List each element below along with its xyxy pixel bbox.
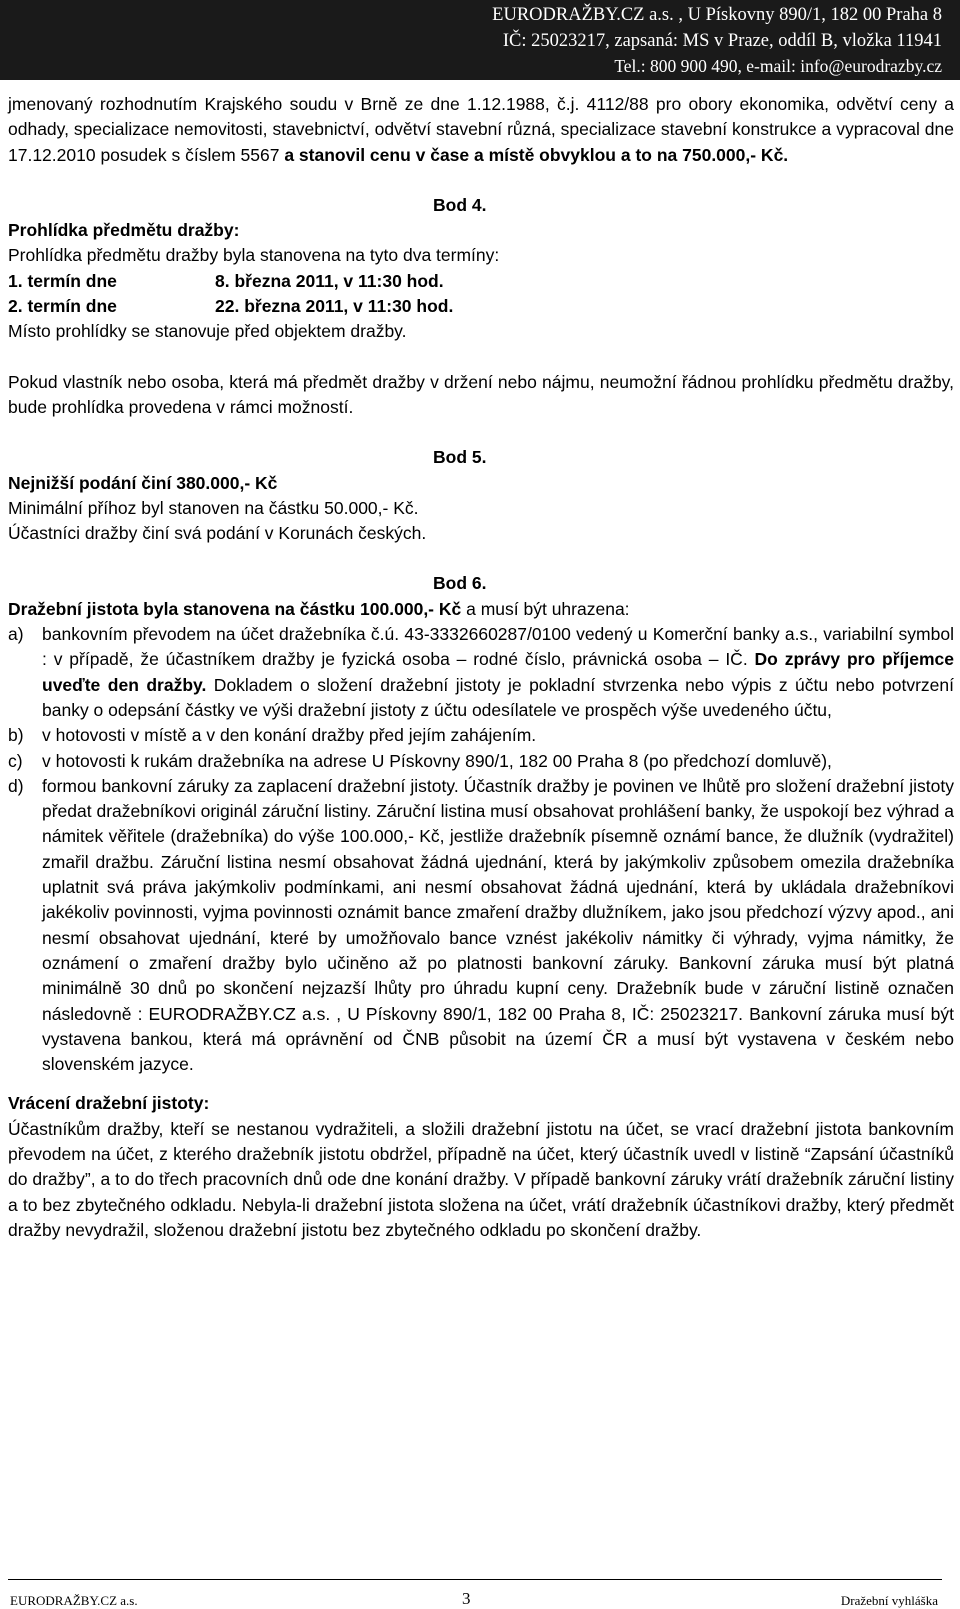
spacer <box>8 345 954 370</box>
inspection-note: Pokud vlastník nebo osoba, která má předmět dražby v držení nebo nájmu, neumožní řádnou prohlídku předmětu dražby, bude prohlídka provedena v rámci možností. <box>8 371 954 417</box>
payment-option-b <box>8 723 954 748</box>
list-marker: a) <box>8 624 24 645</box>
inspection-heading: Prohlídka předmětu dražby: <box>8 220 240 241</box>
term-label: 2. termín dne <box>8 296 117 317</box>
footer-document-title: Dražební vyhláška <box>840 1593 938 1608</box>
list-item-text: v hotovosti k rukám dražebníka na adrese U Pískovny 890/1, 182 00 Praha 8 (po předchozí domluvě), <box>42 750 832 771</box>
term-label: 1. termín dne <box>8 270 117 291</box>
letterhead-contact: Tel.: 800 900 490, e-mail: info@eurodrazby.cz <box>614 56 942 76</box>
footer-company: EURODRAŽBY.CZ a.s. <box>10 1593 138 1608</box>
deposit-payment-intro: a musí být uhrazena: <box>461 598 630 619</box>
payment-option-c <box>8 749 954 774</box>
inspection-term-2 <box>8 294 954 319</box>
list-item-text: v hotovosti v místě a v den konání dražby před jejím zahájením. <box>42 725 537 746</box>
section-title-bod4: Bod 4. <box>433 194 487 215</box>
payment-option-d <box>8 774 954 1078</box>
inspection-term-1 <box>8 269 954 294</box>
list-item-text <box>42 622 954 723</box>
letterhead-registration: IČ: 25023217, zapsaná: MS v Praze, oddíl B, vložka 11941 <box>502 31 942 51</box>
deposit-statement <box>8 597 954 622</box>
section-title-bod5: Bod 5. <box>433 447 487 468</box>
intro-price: a stanovil cenu v čase a místě obvyklou a to na 750.000,- Kč. <box>284 144 789 165</box>
spacer <box>8 1077 954 1091</box>
letterhead-company: EURODRAŽBY.CZ a.s. , U Pískovny 890/1, 182 00 Praha 8 <box>492 5 942 25</box>
spacer <box>8 546 954 571</box>
list-marker: b) <box>8 725 24 746</box>
letterhead <box>0 0 960 80</box>
page-footer <box>0 1579 960 1609</box>
spacer <box>8 168 954 193</box>
bank-transfer-text: bankovním převodem na účet dražebníka č.ú. 43-3332660287/0100 vedený u Komerční banky a.s., variabilní symbol : v případě, že účastníkem dražby je fyzická osoba – rodné číslo, právnická osoba – IČ. <box>42 624 954 670</box>
section-title-bod6: Bod 6. <box>433 573 487 594</box>
inspection-place: Místo prohlídky se stanovuje před objektem dražby. <box>8 321 407 342</box>
minimum-bid: Nejnižší podání činí 380.000,- Kč <box>8 472 278 493</box>
intro-text: jmenovaný rozhodnutím Krajského soudu v Brně ze dne 1.12.1988, č.j. 4112/88 pro obory ekonomika, odvětví ceny a odhady, specializace nemovitosti, stavebnictví, odvětví stavební různá, specializace stavební konstrukce a vypracoval dne 17.12.2010 posudek s číslem 5567 <box>8 94 954 165</box>
refund-heading: Vrácení dražební jistoty: <box>8 1093 210 1114</box>
bank-transfer-proof: Dokladem o složení dražební jistoty je pokladní stvrzenka nebo výpis z účtu nebo potvrzení banky o odepsání částky ve výši dražební jistoty z účtu odesílatele ve prospěch výše uvedeného účtu, <box>42 674 954 720</box>
list-item-text: formou bankovní záruky za zaplacení dražební jistoty. Účastník dražby je povinen ve lhůtě pro složení dražební jistoty předat dražebníkovi originál záruční listiny. Záruční listina musí obsahovat prohlášení banky, že uspokojí bez výhrad a námitek věřitele (dražebníka) do výše 100.000,- Kč, jestliže dražebník písemně oznámí bance, že dlužník (vydražitel) zmařil dražbu. Záruční listina nesmí obsahovat žádná ujednání, která by jakýmkoliv způsobem omezila dražebníka uplatnit svá práva jakýmkoliv podmínkami, ani nesmí obsahovat žádná ujednání, která by ukládala dražebníkovi jakékoliv povinnosti, vyjma povinnosti oznámit bance zmaření dražby dlužníkem, jako jsou předchozí výzvy apod., ani nesmí obsahovat ujednání, které by umožňovalo bance vznést jakékoliv námitky či výhrady, vyjma námitky, že oznámení o zmaření dražby bylo učiněno až po platnosti bankovní záruky. Bankovní záruka musí být platná minimálně 30 dnů po skončení nejzazší lhůty pro úhradu kupní ceny. Dražebník bude v záruční listině označen následovně : EURODRAŽBY.CZ a.s. , U Pískovny 890/1, 182 00 Praha 8, IČ: 25023217. Bankovní záruka musí být vystavena bankou, která má oprávnění od ČNB působit na území ČR a musí být vystavena v českém nebo slovenském jazyce. <box>42 775 954 1075</box>
term-date: 8. března 2011, v 11:30 hod. <box>215 270 444 291</box>
page-number: 3 <box>462 1589 471 1608</box>
minimum-increment: Minimální příhoz byl stanoven na částku 50.000,- Kč. <box>8 497 419 518</box>
term-date: 22. března 2011, v 11:30 hod. <box>215 296 454 317</box>
footer-divider <box>8 1579 942 1580</box>
payment-option-a <box>8 622 954 723</box>
refund-paragraph: Účastníkům dražby, kteří se nestanou vydražiteli, a složili dražební jistotu na účet, se vrací dražební jistota bankovním převodem na účet, z kterého dražebník jistotu obdržel, případně na účet, který účastník uvedl v listině “Zapsání účastníků do dražby”, a to do třech pracovních dnů ode dne konání dražby. V případě bankovní záruky vrátí dražebník záruční listiny a to bez zbytečného odkladu. Nebyla-li dražební jistota složena na účet, vrátí dražebník účastníkovi dražby, který předmět dražby nevydražil, složenou dražební jistotu bez zbytečného odkladu po skončení dražby. <box>8 1118 954 1240</box>
spacer <box>8 420 954 445</box>
document-body <box>8 92 954 1243</box>
payment-reference-note: Do zprávy pro příjemce uveďte den dražby. <box>42 649 954 695</box>
inspection-intro: Prohlídka předmětu dražby byla stanovena na tyto dva termíny: <box>8 245 500 266</box>
list-marker: c) <box>8 750 23 771</box>
bid-currency: Účastníci dražby činí svá podání v Korunách českých. <box>8 523 427 544</box>
deposit-amount: Dražební jistota byla stanovena na částku 100.000,- Kč <box>8 598 462 619</box>
list-marker: d) <box>8 775 24 796</box>
intro-paragraph <box>8 92 954 168</box>
